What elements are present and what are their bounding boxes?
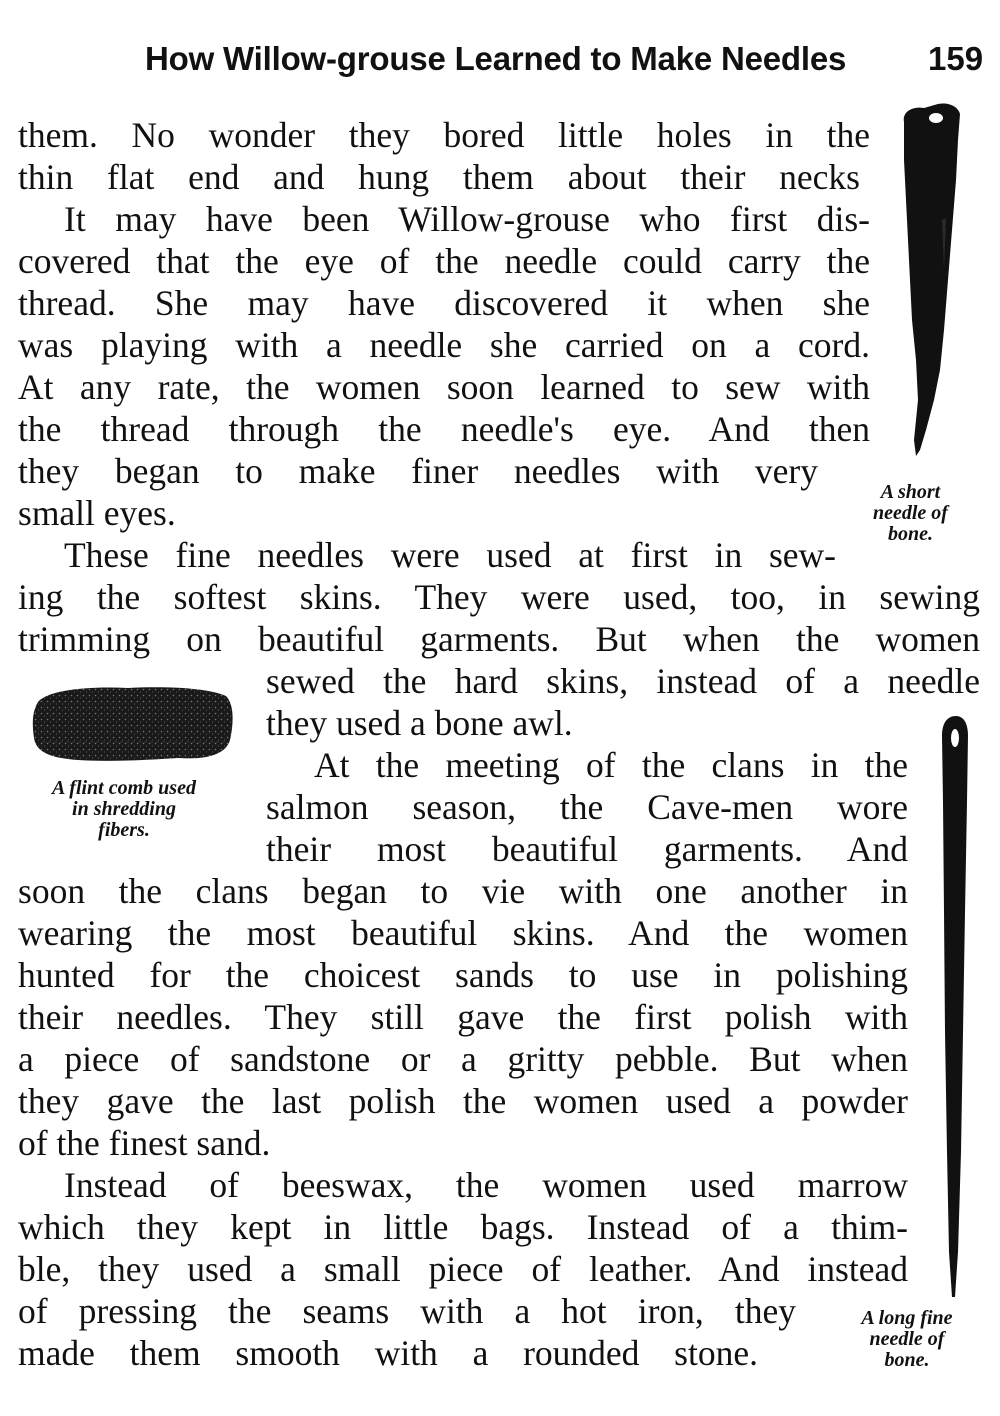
text-line: These fine needles were used at first in sew-: [64, 535, 836, 575]
text-line: the thread through the needle's eye. And then: [18, 409, 870, 449]
text-line: thread. She may have discovered it when she: [18, 283, 870, 323]
text-line: At any rate, the women soon learned to sew with: [18, 367, 870, 407]
text-line: Instead of beeswax, the women used marrow: [64, 1165, 908, 1205]
text-line: salmon season, the Cave-men wore: [266, 787, 908, 827]
text-line: of the finest sand.: [18, 1123, 271, 1163]
text-line: they began to make finer needles with very: [18, 451, 818, 491]
text-line: they gave the last polish the women used a powder: [18, 1081, 908, 1121]
caption-line: in shredding: [72, 798, 176, 820]
text-line: which they kept in little bags. Instead of a thim-: [18, 1207, 908, 1247]
caption-line: needle of: [869, 1328, 945, 1350]
running-title: How Willow-grouse Learned to Make Needles: [145, 40, 847, 77]
caption-line: fibers.: [98, 819, 150, 841]
text-line: At the meeting of the clans in the: [314, 745, 908, 785]
text-line: was playing with a needle she carried on a cord.: [18, 325, 870, 365]
text-line: they used a bone awl.: [266, 703, 573, 743]
long-bone-needle-illustration: [930, 712, 974, 1302]
caption-line: bone.: [884, 1349, 930, 1371]
text-line: ing the softest skins. They were used, too, in sewing: [18, 577, 980, 617]
text-line: of pressing the seams with a hot iron, they: [18, 1291, 796, 1331]
text-line: small eyes.: [18, 493, 176, 533]
page-number: 159: [928, 40, 984, 77]
caption-line: A flint comb used: [52, 777, 196, 799]
flint-comb-illustration: [28, 682, 238, 764]
text-line: wearing the most beautiful skins. And the women: [18, 913, 908, 953]
caption-line: A long fine: [861, 1307, 953, 1329]
caption-line: A short: [880, 481, 941, 503]
long-needle-caption: [832, 1308, 982, 1371]
text-line: made them smooth with a rounded stone.: [18, 1333, 758, 1373]
text-line: trimming on beautiful garments. But when the women: [18, 619, 980, 659]
text-line: a piece of sandstone or a gritty pebble. But when: [18, 1039, 908, 1079]
text-line: their most beautiful garments. And: [266, 829, 908, 869]
text-line: covered that the eye of the needle could carry the: [18, 241, 870, 281]
caption-line: needle of: [873, 502, 948, 524]
text-line: sewed the hard skins, instead of a needle: [266, 661, 980, 701]
short-needle-caption: [848, 482, 973, 545]
text-line: thin flat end and hung them about their necks: [18, 157, 860, 197]
text-line: them. No wonder they bored little holes in the: [18, 115, 870, 155]
caption-line: bone.: [888, 523, 933, 545]
short-bone-needle-illustration: [898, 100, 970, 460]
text-line: their needles. They still gave the first polish with: [18, 997, 908, 1037]
text-line: It may have been Willow-grouse who first dis-: [64, 199, 870, 239]
text-line: hunted for the choicest sands to use in polishing: [18, 955, 908, 995]
flint-comb-caption: [14, 778, 234, 841]
text-line: ble, they used a small piece of leather. And instead: [18, 1249, 908, 1289]
text-line: soon the clans began to vie with one another in: [18, 871, 908, 911]
